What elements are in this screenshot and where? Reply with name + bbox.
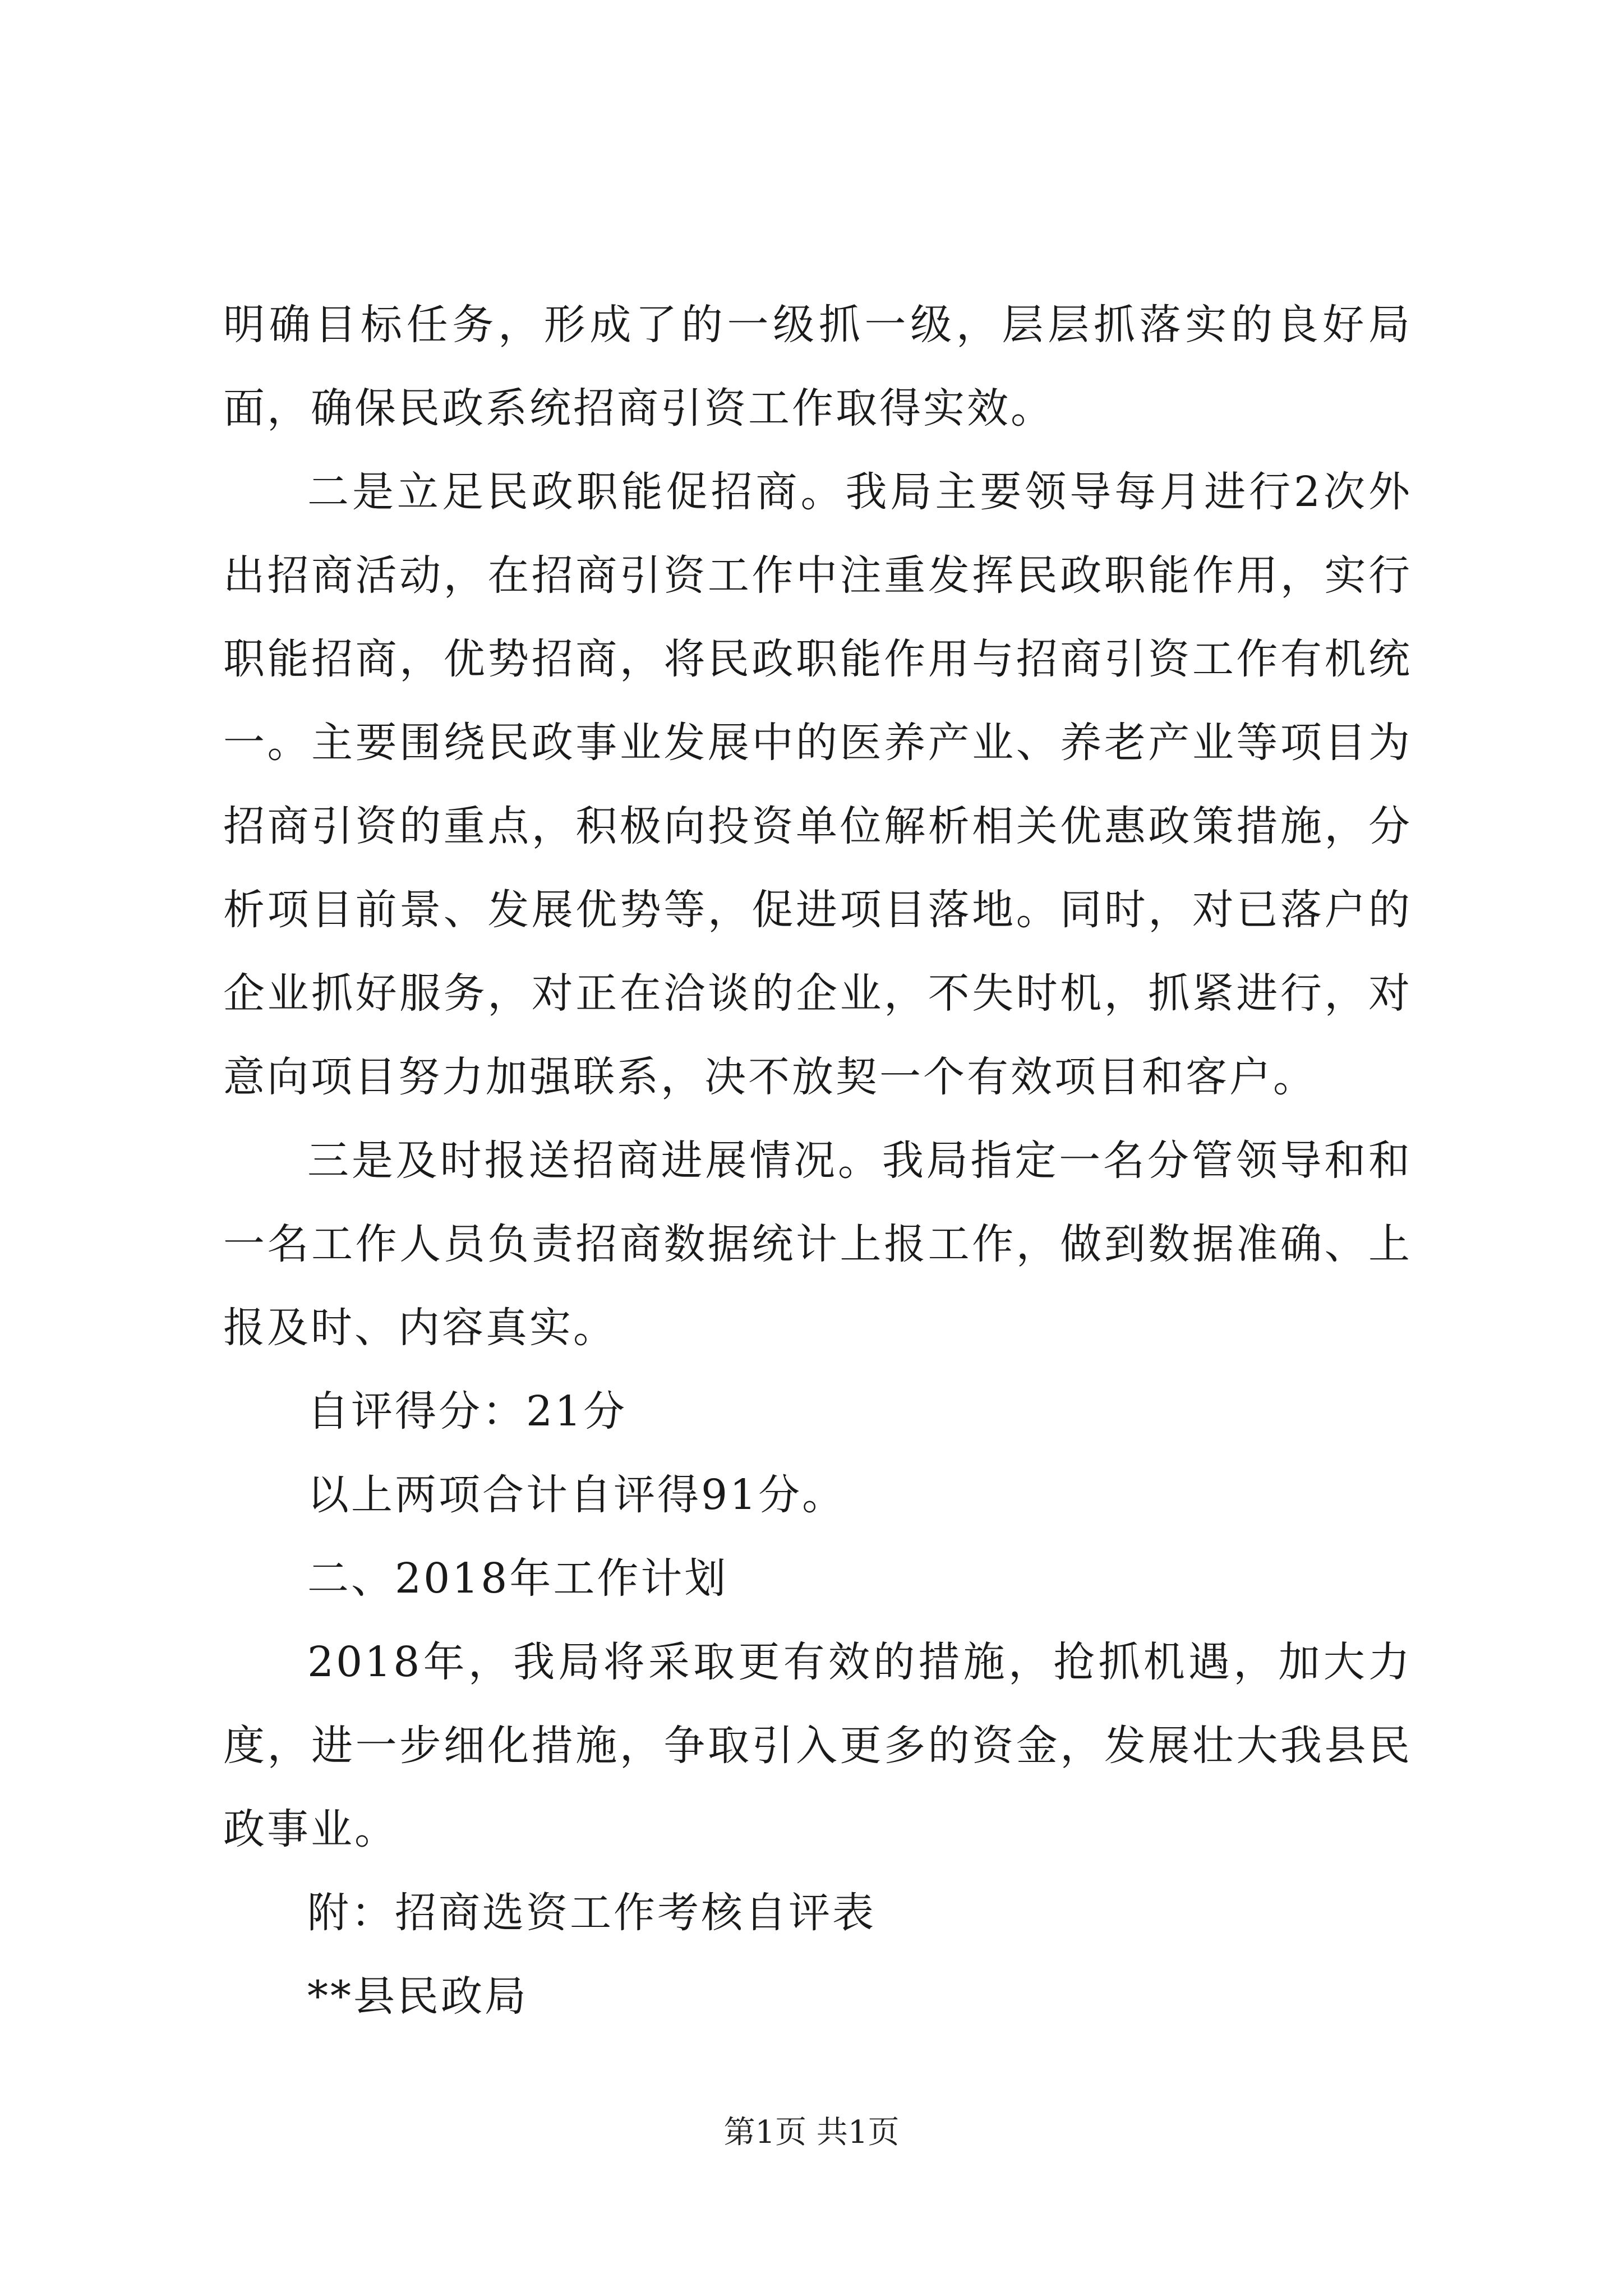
paragraph-progress-reporting: 三是及时报送招商进展情况。我局指定一名分管领导和和一名工作人员负责招商数据统计上报工作，做到数据准确、上报及时、内容真实。 (223, 1137, 1412, 1352)
paragraph-functional-investment: 二是立足民政职能促招商。我局主要领导每月进行2次外出招商活动，在招商引资工作中注重发挥民政职能作用，实行职能招商，优势招商，将民政职能作用与招商引资工作有机统一。主要围绕民政事业发展中的医养产业、养老产业等项目为招商引资的重点，积极向投资单位解析相关优惠政策措施，分析项目前景、发展优势等，促进项目落地。同时，对已落户的企业抓好服务，对正在洽谈的企业，不失时机，抓紧进行，对意向项目努力加强联系，决不放契一个有效项目和客户。 (223, 468, 1412, 1101)
page-number-footer: 第1页 共1页 (723, 2114, 900, 2151)
paragraph-2018-plan: 2018年，我局将采取更有效的措施，抢抓机遇，加大力度，进一步细化措施，争取引入更多的资金，发展壮大我县民政事业。 (223, 1638, 1412, 1853)
document-body (223, 283, 1412, 2039)
attachment-line: 附：招商选资工作考核自评表 (307, 1889, 876, 1937)
section-heading-2018-plan: 二、2018年工作计划 (307, 1554, 728, 1603)
total-score-line: 以上两项合计自评得91分。 (307, 1471, 846, 1519)
self-score-line: 自评得分：21分 (307, 1387, 628, 1435)
paragraph-goal-tasks: 明确目标任务，形成了的一级抓一级，层层抓落实的良好局面，确保民政系统招商引资工作取得实效。 (223, 301, 1412, 432)
signature-organization: **县民政局 (307, 1972, 528, 2021)
